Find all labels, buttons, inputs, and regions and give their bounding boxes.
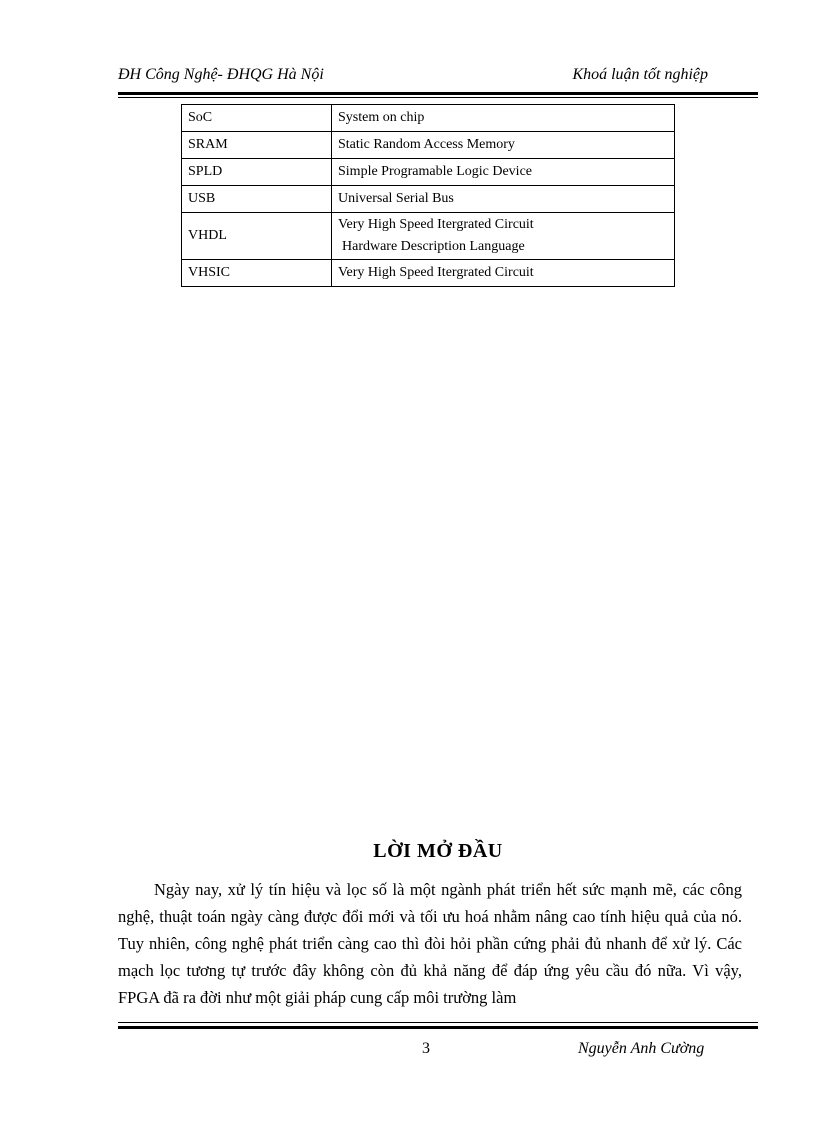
header-rule-thick	[118, 92, 758, 95]
footer-rule-thin	[118, 1022, 758, 1023]
table-row	[182, 260, 675, 287]
table-row	[182, 186, 675, 213]
section-title: LỜI MỞ ĐẦU	[373, 840, 503, 862]
table-row	[182, 105, 675, 132]
abbr-cell: VHSIC	[182, 260, 332, 287]
abbr-cell: SoC	[182, 105, 332, 132]
abbr-cell: SPLD	[182, 159, 332, 186]
meaning-cell: Simple Programable Logic Device	[332, 159, 675, 186]
header-thesis-type: Khoá luận tốt nghiệp	[572, 66, 708, 83]
header-university: ĐH Công Nghệ- ĐHQG Hà Nội	[118, 66, 324, 83]
table-row	[182, 132, 675, 159]
header-rule-thin	[118, 97, 758, 98]
abbreviation-table	[181, 104, 675, 287]
meaning-line-2: Hardware Description Language	[342, 239, 525, 254]
abbr-cell: SRAM	[182, 132, 332, 159]
intro-paragraph: Ngày nay, xử lý tín hiệu và lọc số là một ngành phát triển hết sức mạnh mẽ, các công nghệ, thuật toán ngày càng được đổi mới và tối ưu hoá nhằm nâng cao tính hiệu quả của nó. Tuy nhiên, công nghệ phát triển càng cao thì đòi hỏi phần cứng phải đủ nhanh để xử lý. Các mạch lọc tương tự trước đây không còn đủ khả năng để đáp ứng yêu cầu đó nữa. Vì vậy, FPGA đã ra đời như một giải pháp cung cấp môi trường làm	[118, 880, 742, 1007]
meaning-cell: Very High Speed Itergrated Circuit	[332, 260, 675, 287]
meaning-cell: System on chip	[332, 105, 675, 132]
page-number: 3	[422, 1040, 430, 1057]
meaning-cell: Static Random Access Memory	[332, 132, 675, 159]
abbr-cell: VHDL	[182, 213, 332, 260]
page-header	[118, 66, 758, 88]
meaning-line-1: Very High Speed Itergrated Circuit	[338, 217, 534, 232]
abbr-cell: USB	[182, 186, 332, 213]
meaning-cell	[332, 213, 675, 260]
table-row	[182, 159, 675, 186]
meaning-cell: Universal Serial Bus	[332, 186, 675, 213]
table-row	[182, 213, 675, 260]
footer-rule-thick	[118, 1026, 758, 1029]
footer-author: Nguyễn Anh Cường	[578, 1040, 705, 1057]
